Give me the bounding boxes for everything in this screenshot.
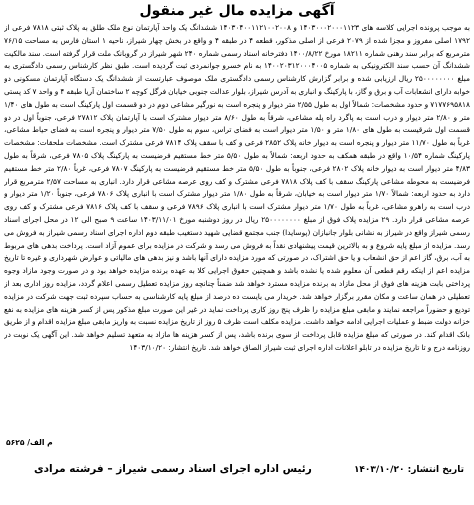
notice-title: آگهی مزایده مال غیر منقول	[139, 3, 335, 19]
notice-body: به موجب پرونده اجرایی کلاسه های ۱۴۰۳۰۰۰۲۰۰۰۱۱۲۳ و ۱۴۰۳۰۴۰۰۱۱۲۱۰۰۲۰۰۸ ششدانگ یک واحد آپارتمان نوع ملک طلق به پلاک ثبتی ۷۸۱۸ فرعی از ۱۷۹۲ اصلی مفروز و مجزا شده از ۲۰۷۹ فرعی از اصلی مذکور، قطعه ۴ در طبقه ۴ و واقع در بخش چهار شیراز، ناحیه ۱ استان فارس به مساحت ۷۶/۱۵ مترمربع که برابر سند رهنی شماره ۱۸۲۱۱ مورخ ۱۴۰۰/۸/۲۲ دفترخانه اسناد رسمی شماره ۲۴۰ شهر شیراز در گروبانک ملت قرار گرفته است. سند مالکیت ششدانگ آن حسب سند الکترونیکی به شماره ۱۴۰۰۲۰۳۱۲۰۰۰۴۰۰۵ به نام خسرو جوانمردی ثبت گردیده است. طبق نظر کارشناس رسمی دادگستری به مبلغ ۲۵۰۰۰۰۰۰۰۰ ریال ارزیابی شده و برابر گزارش کارشناس رسمی دادگستری ملک موصوف عبارتست از ششدانگ یک دستگاه آپارتمان مسکونی دو خوابه دارای انشعابات آب و برق و گاز، با پارکینگ و انباری به آدرس شیراز، بلوار عدالت جنوبی خیابان فرگل کوچه ۲ ساختمان آریا طبقه ۴ و واحد ۷ کد پستی ۷۱۷۷۶۹۵۸۱۸ و حدود مشخصات: شمالاً اول به طول ۲/۵۵ متر دیوار و پنجره است به نورگیر مشاعی دوم در دو قسمت اول پارکینگ است به طول های ۱/۴۰ متر و ۲/۸۰ متر دیوار و درب است به پاگرد راه پله مشاعی، شرقاً به طول ۸/۶۰ متر دیوار مشترک است با آپارتمان پلاک ۲۷۸۱۲ فرعی، جنوباً اول در دو قسمت اول شرقیست به طول های ۱/۸۰ متر و ۱/۵۰ متر دیوار است به فضای تراس، سوم به طول ۷/۵۰ متر دیوار و پنجره است به فضای حیاط مشاعی، غرباً به طول ۱۱/۷۰ متر دیوار و پنجره است به دیوار خانه پلاک ۲۸۵۲ فرعی و کف با سقف پلاک ۷۸۱۴ فرعی مشترک است. مشخصات ملحقات: مشخصات پارکینگ شماره ۱۰/۵۴ واقع در طبقه همکف به حدود اربعه: شمالاً به طول ۵/۵۰ متر خط مستقیم فرضیست به پارکینگ پلاک ۷۸۰۵ فرعی، شرقاً به طول ۴/۸۳ متر دیوار است به دیوار خانه پلاک ۲۸۰۲ فرعی، جنوباً به طول ۵/۵۰ متر خط مستقیم فرضیست به پارکینگ ۷۸۰۷ فرعی، غرباً ۲/۸۰ متر خط مستقیم فرضیست به محوطه مشاعی پارکینگ سقف با کف پلاک ۷۸۱۸ فرعی مشترک و کف روی عرصه مشاعی قرار دارد. انباری به مساحت ۲/۵۷ مترمربع قرار دارد به حدود اربعه: شمالاً ۱/۷۰ متر دیوار است به خیابان، شرقاً به طول ۱/۸۰ متر دیوار مشترک است با انباری پلاک ۷۸۰۶ فرعی، جنوباً ۱/۲۰ متر دیوار و درب است به راهرو مشاعی، غرباً به طول ۱/۷۰ متر دیوار مشترک است با انباری پلاک ۷۸۹۶ فرعی و سقف با کف پلاک ۷۸۱۶ فرعی مشترک و کف روی عرصه مشاعی قرار دارد. ۲۹ مزایده پلاک فوق از مبلغ ۲۵۰۰۰۰۰۰۰۰ ریال در روز دوشنبه مورخ ۱۴۰۳/۱۱/۰۱ ساعت ۹ صبح الی ۱۲ در محل اجرای اسناد رسمی شیراز واقع در شیراز به نشانی بلوار جانبازان (پوسایدا) جنب مجتمع قضایی شهید دستغیب طبقه دوم اداره اجرای اسناد رسمی شیراز به فروش می رسد. مزایده از مبلغ پایه شروع و به بالاترین قیمت پیشنهادی نقداً به فروش می رسد و شرکت در مزایده برای عموم آزاد است. پرداخت بدهی های مربوط به آب، برق، گاز اعم از حق انشعاب و یا حق اشتراک، در صورتی که مورد مزایده دارای آنها باشد و نیز بدهی های مالیاتی و عوارض شهرداری و غیره تا تاریخ مزایده اعم از اینکه رقم قطعی آن معلوم شده یا نشده باشد و همچنین حقوق اجرایی کلا به عهده برنده مزایده خواهد بود و در صورت وجود مازاد وجوه پرداختی بابت هزینه های فوق از محل مازاد به برنده مزایده مسترد خواهد شد ضمناً چنانچه روز مزایده تعطیل رسمی اعلام گردد، مزایده روز اداری بعد از تعطیلی در همان ساعت و مکان مقرر برگزار خواهد شد. خریدار می بایست ده درصد از مبلغ پایه کارشناسی به حساب سپرده ثبت جهت شرکت در مزایده تودیع و حضوراً مراجعه نمایند و مابقی مبلغ مزایده را ظرف پنج روز کاری پرداخت نماید در غیر این صورت مبلغ مذکور پس از کسر هزینه های مزایده به نفع خزانه دولت ضبط و عملیات اجرایی ادامه خواهد داشت. مزایده مکلف است ظرف ۵ روز از تاریخ مزایده نسبت به واریز مابقی مبلغ مزایده اقدام و از طریق بانک اقدام کند. در صورتی که مبلغ مزایده قابل پرداخت از سوی برنده باشد، پس از کسر هزینه ها مازاد به متعهد تسلیم خواهد شد. این آگهی یک نوبت در روزنامه درج و تا تاریخ مزایده در تابلو اعلانات اداره اجرای ثبت شیراز الصاق خواهد شد. تاریخ انتشار: ۱۴۰۳/۱۰/۲۰	[4, 23, 470, 352]
publication-date: تاریخ انتشار: ۱۴۰۳/۱۰/۲۰	[353, 465, 464, 475]
notice-reference: م الف/ ۵۶۲۵	[6, 438, 53, 447]
notice-footer	[0, 456, 474, 486]
signature-line: رئیس اداره اجرای اسناد رسمی شیراز – فرشته مرادی	[34, 463, 312, 475]
